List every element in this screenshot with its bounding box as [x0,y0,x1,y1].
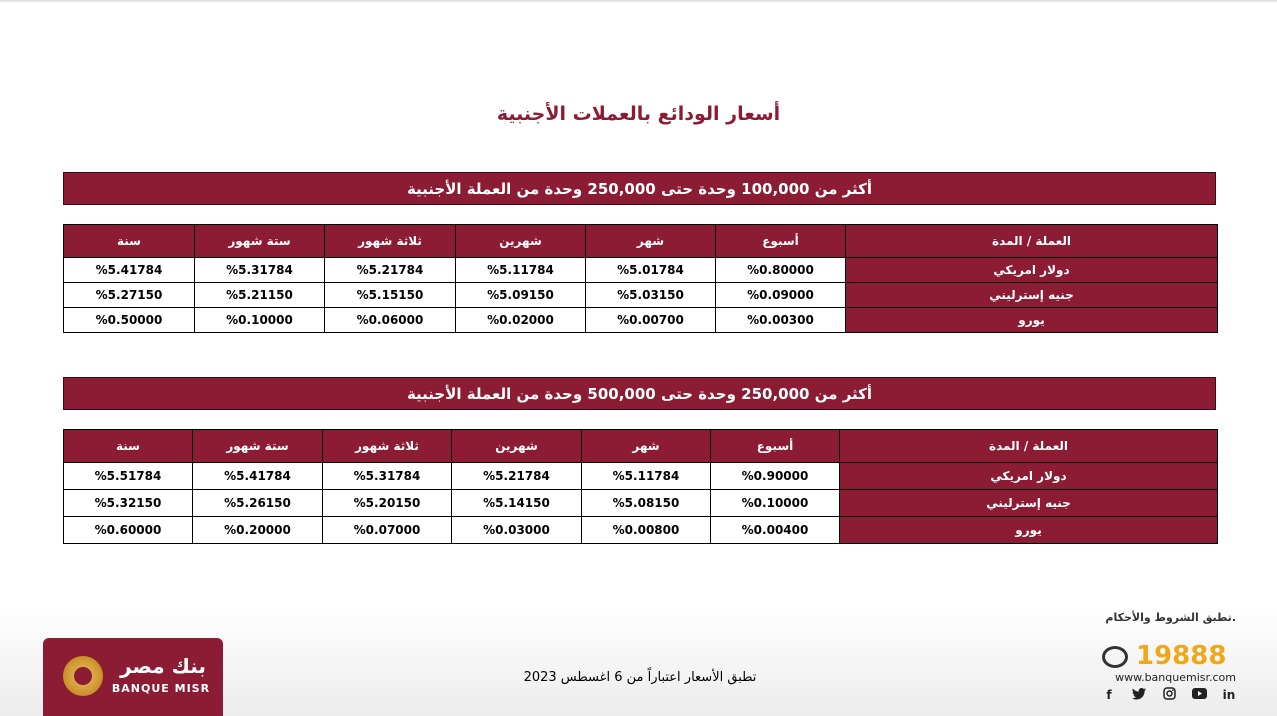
table-row [64,517,1218,544]
social-links [1100,686,1238,704]
hotline-number: 19888 [1136,641,1227,671]
col-header-two-months: شهرين [456,225,586,258]
col-header-week: أسبوع [716,225,846,258]
currency-cell: جنيه إسترليني [840,490,1218,517]
logo-arabic-name: بنك مصر [120,654,206,678]
facebook-icon[interactable]: f [1106,688,1112,702]
rate-cell: %5.14150 [452,490,582,517]
linkedin-icon[interactable]: in [1222,688,1236,702]
col-header-month: شهر [582,430,711,463]
rate-cell: %5.51784 [64,463,193,490]
col-header-week: أسبوع [711,430,840,463]
rate-cell: %0.02000 [456,308,586,333]
table-row [64,308,1218,333]
col-header-currency: العملة / المدة [840,430,1218,463]
currency-cell: دولار امريكي [840,463,1218,490]
rate-cell: %5.11784 [456,258,586,283]
bank-logo [43,638,223,716]
rate-cell: %0.00400 [711,517,840,544]
col-header-year: سنة [64,430,193,463]
table-row [64,258,1218,283]
rate-cell: %0.00300 [716,308,846,333]
col-header-year: سنة [64,225,195,258]
tier2-rates-table [63,429,1218,544]
rate-cell: %5.41784 [193,463,323,490]
hotline [1102,642,1242,672]
rate-cell: %5.21784 [325,258,456,283]
effective-date-note: تطبق الأسعار اعتباراً من 6 اغسطس 2023 [523,670,757,685]
rate-cell: %0.09000 [716,283,846,308]
col-header-six-months: ستة شهور [195,225,325,258]
youtube-icon[interactable] [1190,688,1208,702]
rate-cell: %5.21150 [195,283,325,308]
bank-seal-icon [63,656,103,696]
col-header-three-months: ثلاثة شهور [323,430,452,463]
col-header-currency: العملة / المدة [846,225,1218,258]
table-row [64,463,1218,490]
col-header-three-months: ثلاثة شهور [325,225,456,258]
twitter-icon[interactable] [1130,688,1148,703]
top-divider [0,0,1277,3]
rate-cell: %0.06000 [325,308,456,333]
logo-english-name: BANQUE MISR [111,682,211,695]
rate-cell: %0.10000 [195,308,325,333]
rate-cell: %5.26150 [193,490,323,517]
rate-cell: %0.20000 [193,517,323,544]
currency-cell: جنيه إسترليني [846,283,1218,308]
rate-cell: %5.31784 [323,463,452,490]
rate-cell: %5.41784 [64,258,195,283]
currency-cell: يورو [840,517,1218,544]
instagram-icon[interactable] [1160,687,1178,703]
rate-cell: %0.60000 [64,517,193,544]
rate-cell: %0.00700 [586,308,716,333]
tier2-heading: أكثر من 250,000 وحدة حتى 500,000 وحدة من العملة الأجنبية [63,377,1216,410]
website-link[interactable]: www.banquemisr.com [1115,671,1236,684]
table-row [64,283,1218,308]
rate-cell: %5.32150 [64,490,193,517]
rate-cell: %0.07000 [323,517,452,544]
rate-cell: %5.20150 [323,490,452,517]
rate-cell: %5.03150 [586,283,716,308]
rate-cell: %0.10000 [711,490,840,517]
page-title: أسعار الودائع بالعملات الأجنبية [496,103,781,125]
rate-cell: %5.09150 [456,283,586,308]
table-row [64,490,1218,517]
col-header-two-months: شهرين [452,430,582,463]
rate-cell: %0.90000 [711,463,840,490]
rate-cell: %5.15150 [325,283,456,308]
tier1-heading: أكثر من 100,000 وحدة حتى 250,000 وحدة من العملة الأجنبية [63,172,1216,205]
rate-cell: %0.80000 [716,258,846,283]
currency-cell: دولار امريكي [846,258,1218,283]
rate-cell: %5.27150 [64,283,195,308]
rate-cell: %5.31784 [195,258,325,283]
rate-cell: %5.21784 [452,463,582,490]
tier1-rates-table [63,224,1218,333]
col-header-six-months: ستة شهور [193,430,323,463]
rate-cell: %5.11784 [582,463,711,490]
terms-note: .تطبق الشروط والأحكام [1105,611,1236,624]
currency-cell: يورو [846,308,1218,333]
rate-cell: %0.50000 [64,308,195,333]
rate-cell: %5.08150 [582,490,711,517]
rate-cell: %0.03000 [452,517,582,544]
phone-icon [1102,646,1128,668]
col-header-month: شهر [586,225,716,258]
table-header-row [64,225,1218,258]
table-header-row [64,430,1218,463]
rate-cell: %0.00800 [582,517,711,544]
rate-cell: %5.01784 [586,258,716,283]
